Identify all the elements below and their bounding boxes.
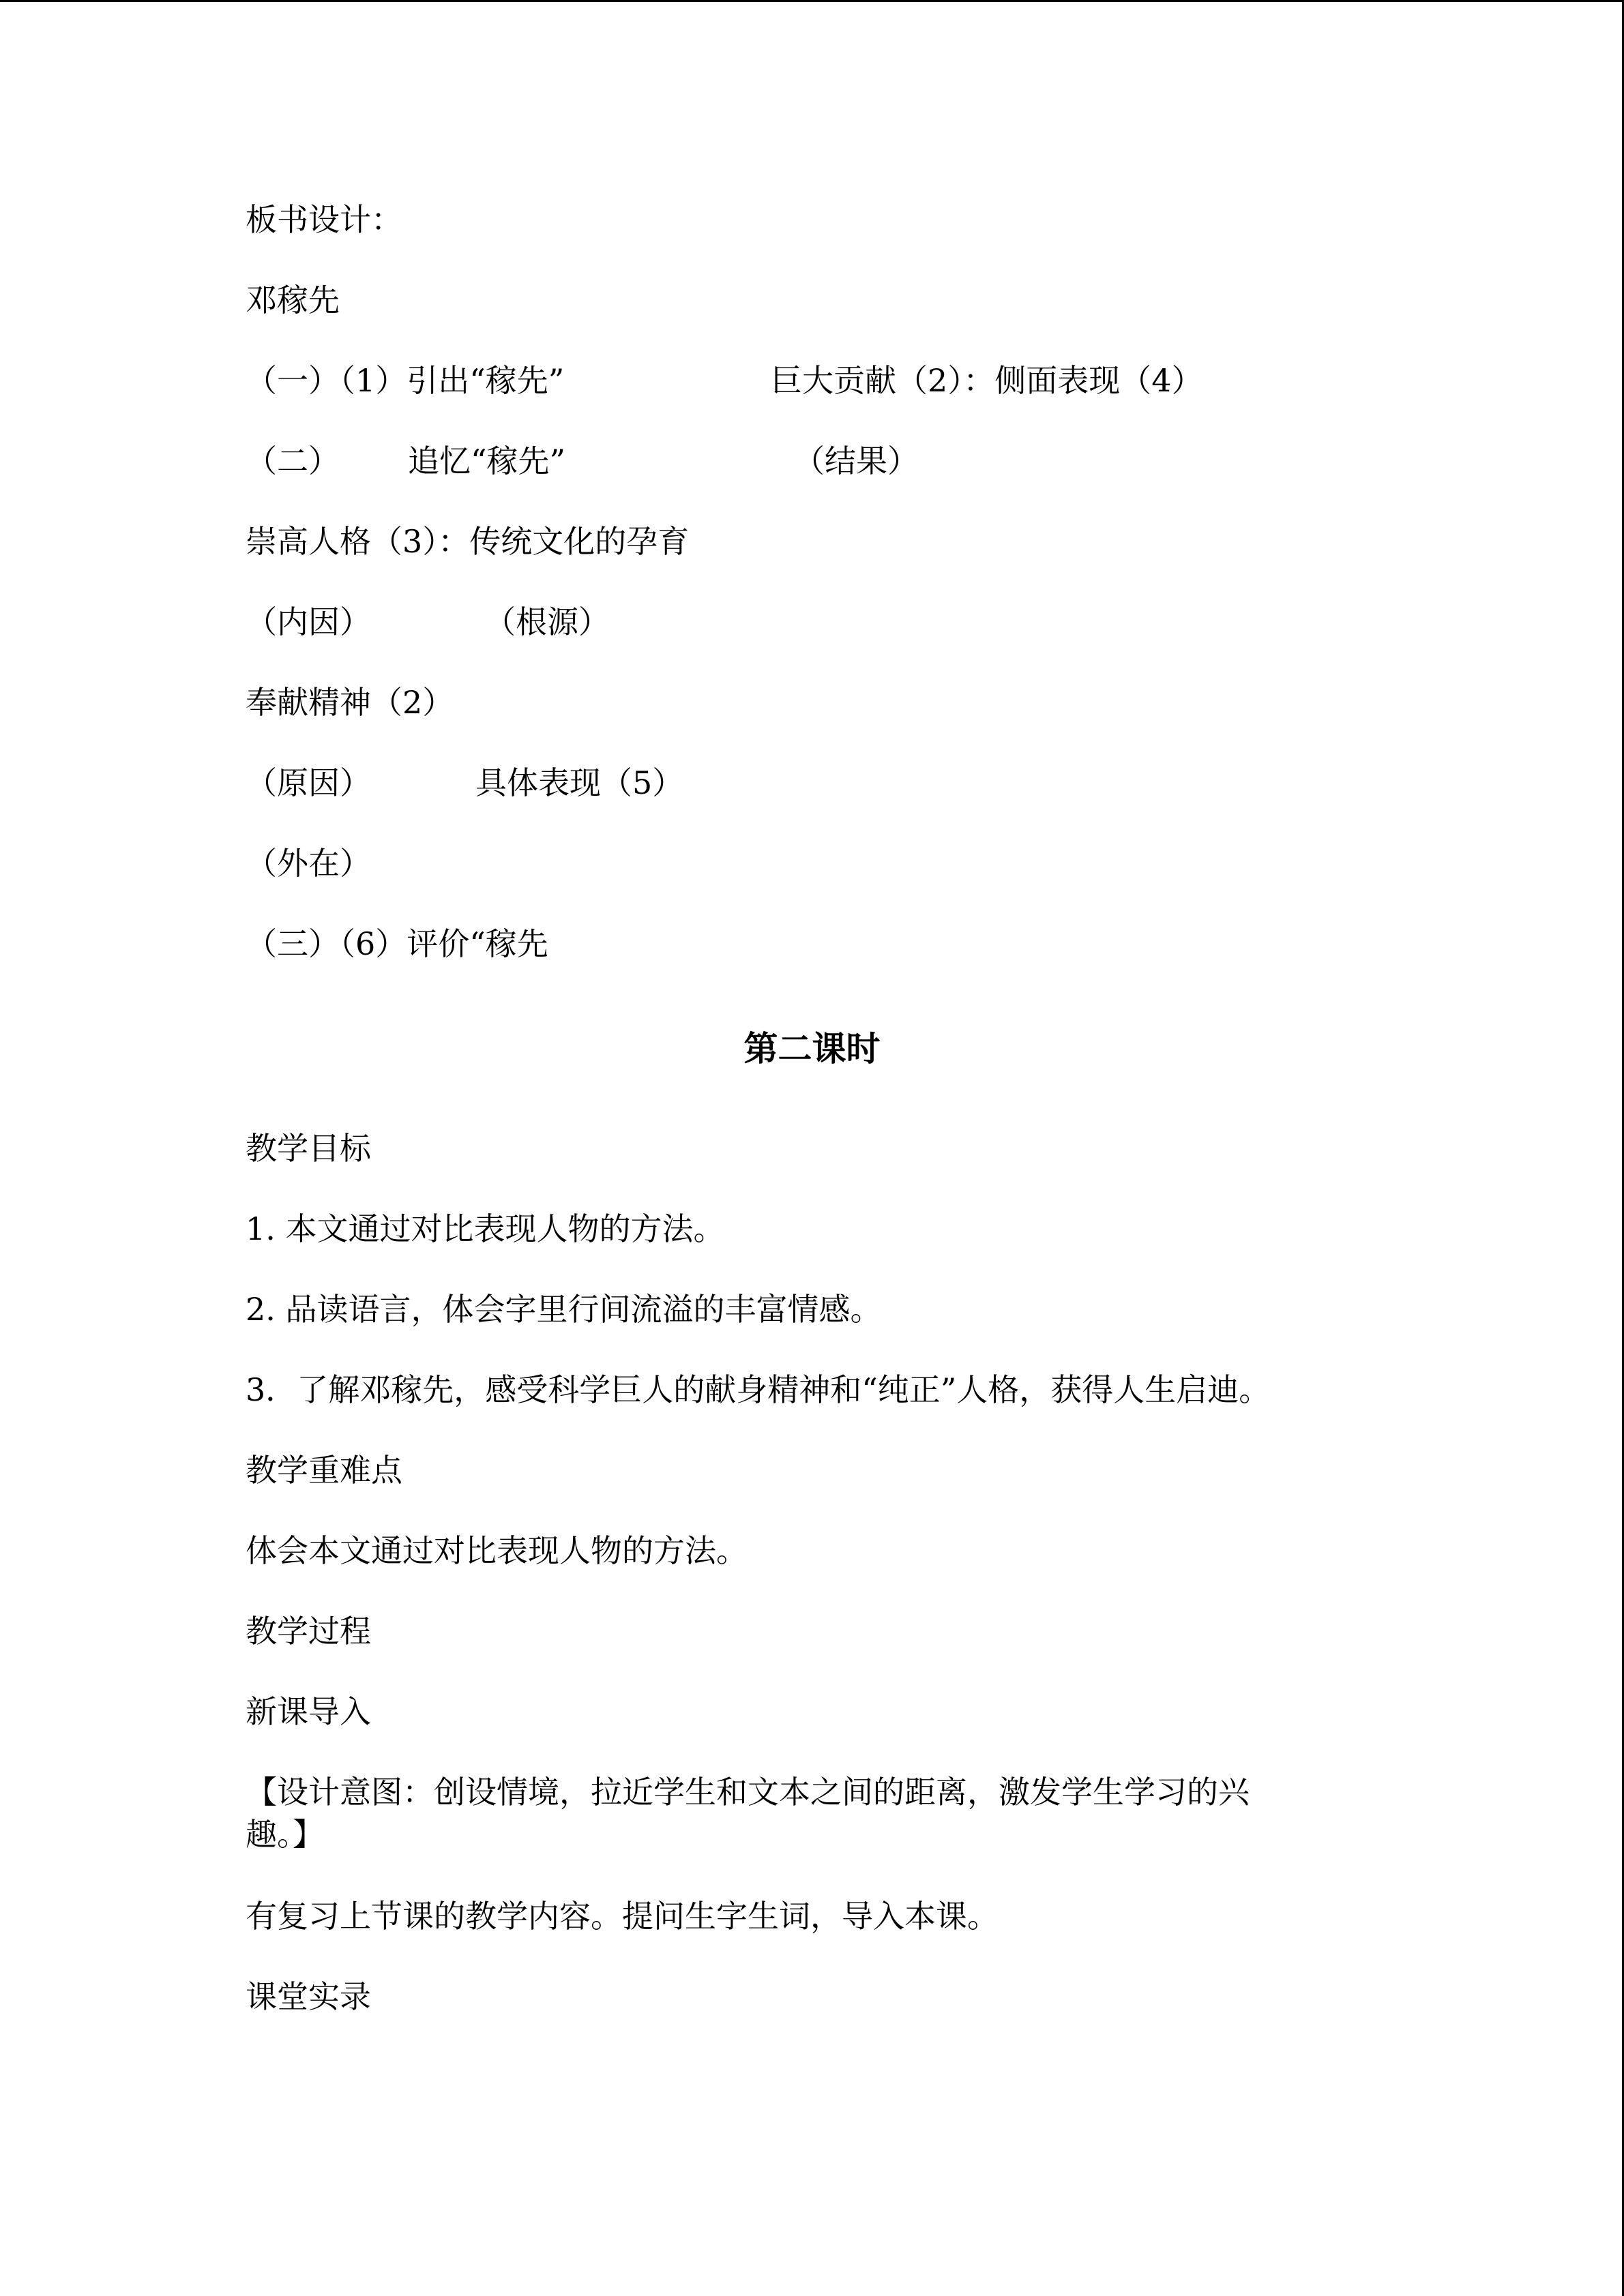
goal-item-3: 3．了解邓稼先，感受科学巨人的献身精神和“纯正”人格，获得人生启迪。 (246, 1371, 1271, 1408)
design-intent-line-2: 趣。】 (246, 1816, 324, 1853)
board-row6-left: （原因） (246, 764, 371, 801)
intro-title: 新课导入 (246, 1693, 371, 1730)
board-row2-right: （结果） (793, 443, 919, 479)
process-title: 教学过程 (246, 1613, 371, 1650)
key-points-title: 教学重难点 (246, 1452, 402, 1489)
board-row6-right: 具体表现（5） (475, 764, 684, 801)
review-text: 有复习上节课的教学内容。提问生字生词，导入本课。 (246, 1898, 999, 1935)
page-top-border (0, 0, 1624, 2)
design-intent-line-1: 【设计意图：创设情境，拉近学生和文本之间的距离，激发学生学习的兴 (246, 1774, 1250, 1810)
goal-item-2: 2. 品读语言，体会字里行间流溢的丰富情感。 (246, 1291, 882, 1328)
board-row8: （三）（6）评价“稼先 (246, 925, 548, 962)
board-design-title: 板书设计： (246, 201, 402, 238)
key-points-text: 体会本文通过对比表现人物的方法。 (246, 1532, 748, 1569)
board-row4-right: （根源） (484, 603, 610, 640)
board-row4-left: （内因） (246, 603, 371, 640)
board-row3: 崇高人格（3）：传统文化的孕育 (246, 523, 690, 560)
board-row1-right: 巨大贡献（2）：侧面表现（4） (771, 362, 1203, 399)
board-row5: 奉献精神（2） (246, 684, 454, 721)
goals-title: 教学目标 (246, 1130, 371, 1167)
lesson2-heading: 第二课时 (743, 1029, 881, 1069)
board-row1-left: （一）（1）引出“稼先” (246, 362, 565, 399)
board-row2-left: （二） (246, 443, 340, 479)
record-title: 课堂实录 (246, 1978, 371, 2015)
goal-item-1: 1. 本文通过对比表现人物的方法。 (246, 1210, 725, 1247)
board-subject: 邓稼先 (246, 282, 340, 318)
board-row2-middle: 追忆“稼先” (408, 443, 566, 479)
board-row7: （外在） (246, 845, 371, 882)
